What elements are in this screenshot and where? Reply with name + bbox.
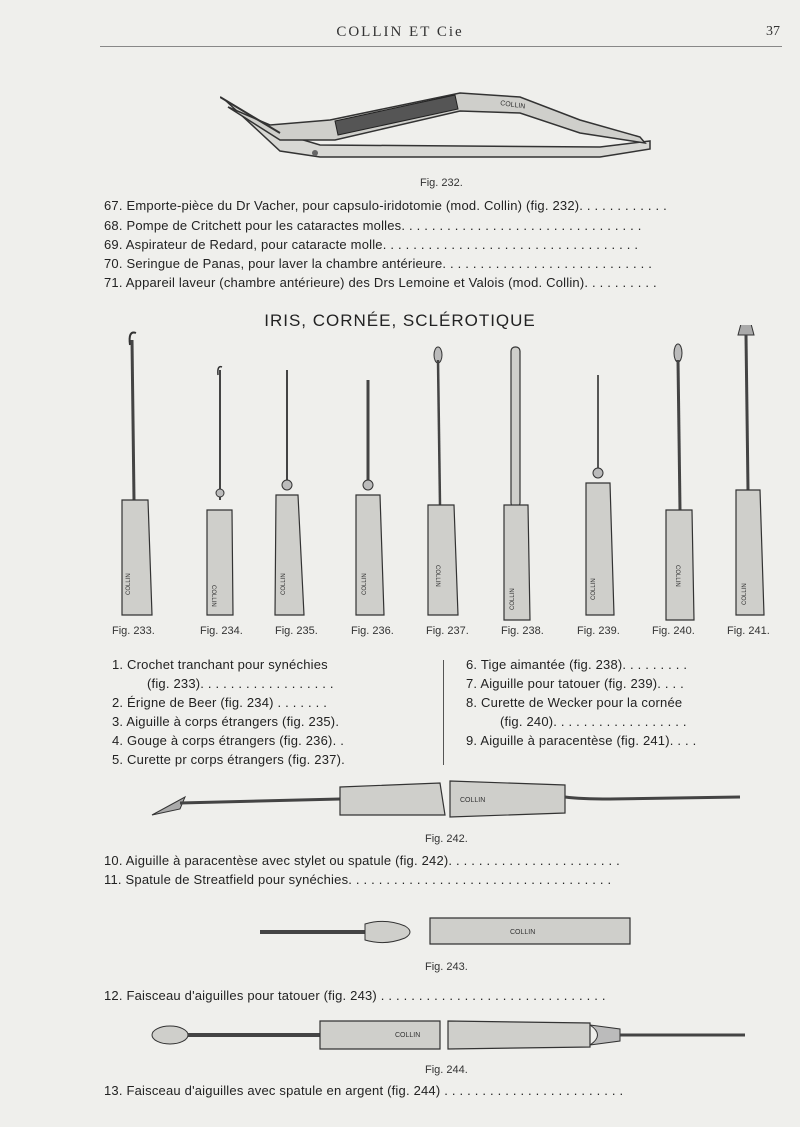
figure-242-brand: COLLIN	[460, 797, 486, 804]
figure-239-caption: Fig. 239.	[577, 625, 620, 637]
figure-232-illustration	[220, 85, 660, 170]
instrument-233-brand: COLLIN	[126, 573, 132, 595]
page-header	[0, 22, 800, 52]
list-item-70: 70. Seringue de Panas, pour laver la chambre antérieure. . . . . . . . . . . . . . . . . . . . . . . . . . . .	[104, 256, 653, 271]
left-list-item-3: 3. Aiguille à corps étrangers (fig. 235).	[112, 714, 340, 729]
left-list-item-1-cont: (fig. 233). . . . . . . . . . . . . . . . . .	[147, 676, 334, 691]
figure-labels-row	[0, 625, 800, 641]
figure-244-illustration	[150, 1015, 750, 1055]
instrument-238-brand: COLLIN	[510, 588, 516, 610]
instrument-240-brand: COLLIN	[674, 565, 680, 587]
list-item-67: 67. Emporte-pièce du Dr Vacher, pour capsulo-iridotomie (mod. Collin) (fig. 232). . . . . . . . . . . .	[104, 198, 667, 213]
instrument-240	[666, 344, 694, 620]
figure-243-illustration	[255, 910, 635, 955]
left-list-item-4: 4. Gouge à corps étrangers (fig. 236). .	[112, 733, 345, 748]
list-item-10: 10. Aiguille à paracentèse avec stylet ou spatule (fig. 242). . . . . . . . . . . . . . . . . . . . . . .	[104, 853, 620, 868]
figure-234-caption: Fig. 234.	[200, 625, 243, 637]
instrument-238	[504, 347, 530, 620]
figure-242-illustration	[150, 775, 750, 825]
list-item-11: 11. Spatule de Streatfield pour synéchies. . . . . . . . . . . . . . . . . . . . . . . . . . . . . . . . . . .	[104, 872, 612, 887]
left-list-item-2: 2. Érigne de Beer (fig. 234) . . . . . . .	[112, 695, 328, 710]
instrument-234	[207, 367, 233, 615]
figure-242-caption: Fig. 242.	[425, 833, 468, 845]
instrument-233	[122, 333, 152, 616]
figure-244-caption: Fig. 244.	[425, 1064, 468, 1076]
column-divider	[443, 660, 444, 765]
figure-237-caption: Fig. 237.	[426, 625, 469, 637]
right-list-item-9: 9. Aiguille à paracentèse (fig. 241). . . .	[466, 733, 697, 748]
figure-243-caption: Fig. 243.	[425, 961, 468, 973]
instrument-235-brand: COLLIN	[281, 573, 287, 595]
figure-232-brand: COLLIN	[499, 100, 526, 111]
instrument-235	[275, 370, 304, 615]
figure-235-caption: Fig. 235.	[275, 625, 318, 637]
right-list-item-7: 7. Aiguille pour tatouer (fig. 239). . . .	[466, 676, 684, 691]
figure-243-brand: COLLIN	[510, 929, 536, 936]
figure-238-caption: Fig. 238.	[501, 625, 544, 637]
list-item-12: 12. Faisceau d'aiguilles pour tatouer (fig. 243) . . . . . . . . . . . . . . . . . . . . . . . . . . . . . .	[104, 988, 606, 1003]
instrument-236	[356, 380, 384, 615]
instrument-row-illustration	[100, 325, 780, 625]
figure-233-caption: Fig. 233.	[112, 625, 155, 637]
figure-241-caption: Fig. 241.	[727, 625, 770, 637]
page-number: 37	[766, 24, 780, 39]
instrument-236-brand: COLLIN	[362, 573, 368, 595]
instrument-239-brand: COLLIN	[591, 578, 597, 600]
right-list-item-8: 8. Curette de Wecker pour la cornée	[466, 695, 683, 710]
instrument-241-brand: COLLIN	[742, 583, 748, 605]
instrument-237-brand: COLLIN	[434, 565, 440, 587]
figure-244-brand: COLLIN	[395, 1032, 421, 1039]
instrument-241	[736, 325, 764, 615]
left-list-item-1: 1. Crochet tranchant pour synéchies	[112, 657, 328, 672]
instrument-234-brand: COLLIN	[210, 585, 216, 607]
right-list-item-8-cont: (fig. 240). . . . . . . . . . . . . . . . . .	[500, 714, 687, 729]
header-title: COLLIN ET Cie	[336, 24, 464, 40]
left-list-item-5: 5. Curette pr corps étrangers (fig. 237).	[112, 752, 345, 767]
header-rule	[100, 46, 782, 47]
list-item-13: 13. Faisceau d'aiguilles avec spatule en argent (fig. 244) . . . . . . . . . . . . . . . . . . . . . . . .	[104, 1083, 624, 1098]
figure-236-caption: Fig. 236.	[351, 625, 394, 637]
instrument-237	[428, 347, 458, 615]
list-item-71: 71. Appareil laveur (chambre antérieure) des Drs Lemoine et Valois (mod. Collin). . . . . . . . . .	[104, 275, 657, 290]
section-title: IRIS, CORNÉE, SCLÉROTIQUE	[264, 311, 536, 330]
list-item-68: 68. Pompe de Critchett pour les cataractes molles. . . . . . . . . . . . . . . . . . . . . . . . . . . . . . . .	[104, 218, 642, 233]
figure-232-caption: Fig. 232.	[420, 177, 463, 189]
figure-240-caption: Fig. 240.	[652, 625, 695, 637]
right-list-item-6: 6. Tige aimantée (fig. 238). . . . . . . . .	[466, 657, 688, 672]
instrument-239	[586, 375, 614, 615]
list-item-69: 69. Aspirateur de Redard, pour cataracte molle. . . . . . . . . . . . . . . . . . . . . . . . . . . . . . . . . .	[104, 237, 639, 252]
